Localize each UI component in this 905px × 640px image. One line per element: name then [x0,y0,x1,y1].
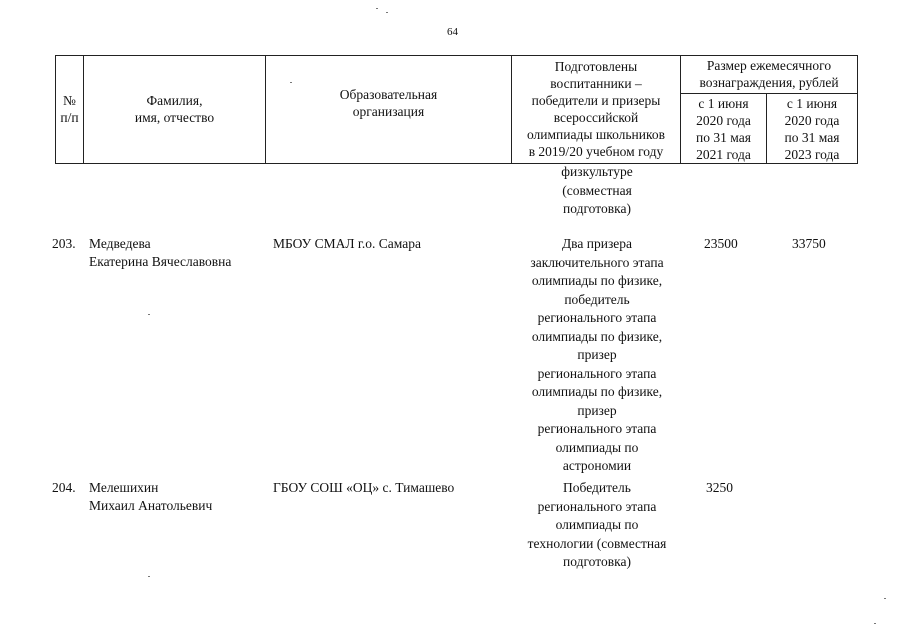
scan-speck [884,598,886,599]
scan-speck [376,8,378,9]
scan-speck [874,623,876,624]
scan-speck [386,12,388,13]
row-organization: ГБОУ СОШ «ОЦ» с. Тимашево [273,480,455,495]
header-number: № п/п [60,93,79,125]
row-achievement: Два призера заключительного этапа олимпиады по физике, победитель регионального этапа олимпиады по физике, призер регионального этапа олимпиады по физике, призер регионального этапа олимпиады по астрономии [530,236,664,473]
row-given-names: Михаил Анатольевич [89,498,213,513]
header-organization: Образовательная организация [339,87,438,119]
row-given-names: Екатерина Вячеславовна [89,254,232,269]
scan-speck [148,576,150,577]
row-organization: МБОУ СМАЛ г.о. Самара [273,236,421,251]
row-reward-2023: 33750 [792,236,826,251]
header-period-2021: с 1 июня 2020 года по 31 мая 2021 года [696,95,751,162]
row-reward-2021: 23500 [704,236,738,251]
row-number: 204. [52,480,76,495]
continuation-text: физкультуре (совместная подготовка) [561,164,633,216]
row-reward-2021: 3250 [706,480,733,495]
row-number: 203. [52,236,76,251]
row-surname: Мелешихин [89,480,159,495]
table-header [55,55,858,164]
header-achievement: Подготовлены воспитанники – победители и призеры всероссийской олимпиады школьников в 2019/20 учебном году [526,59,665,159]
page-number: 64 [447,26,458,38]
row-achievement: Победитель регионального этапа олимпиады по технологии (совместная подготовка) [527,480,667,569]
header-name: Фамилия, имя, отчество [134,93,215,125]
scan-speck [148,314,150,315]
header-period-2023: с 1 июня 2020 года по 31 мая 2023 года [784,95,840,162]
header-reward-group: Размер ежемесячного вознаграждения, рублей [699,58,839,90]
row-surname: Медведева [89,236,151,251]
